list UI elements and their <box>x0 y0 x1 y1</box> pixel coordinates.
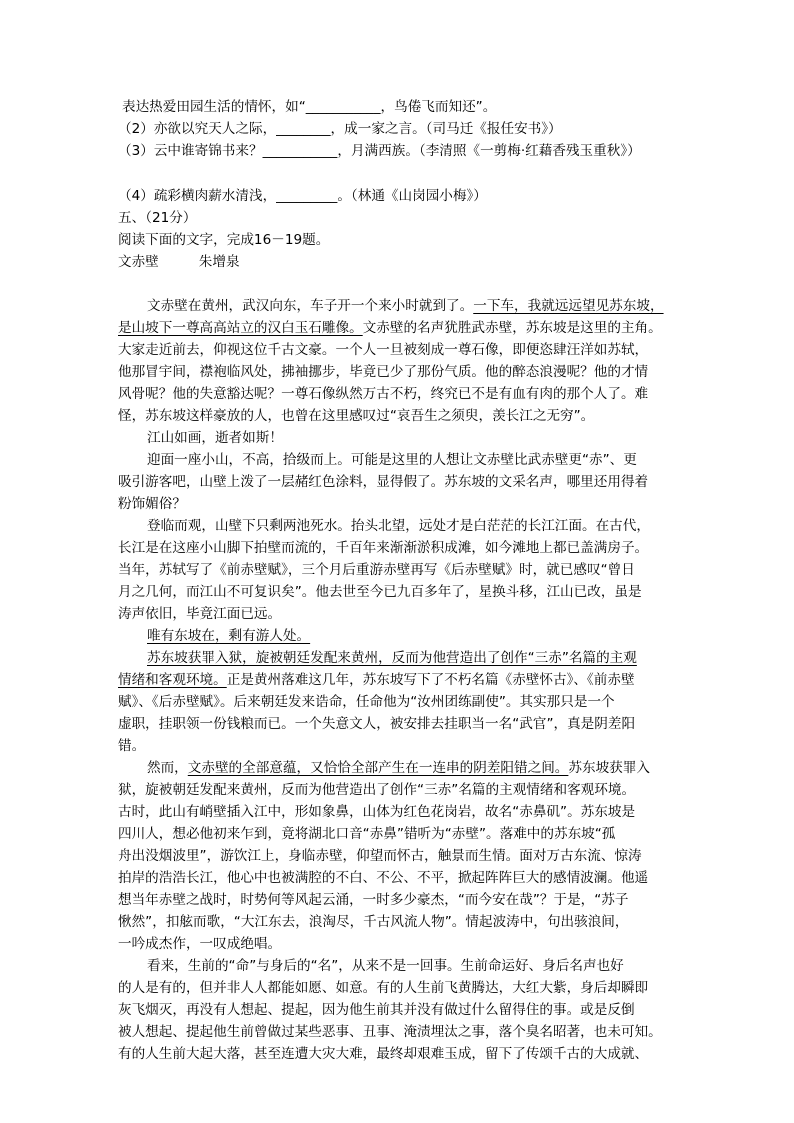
section-heading: 五、（21分） <box>118 210 197 226</box>
paragraph-line: 古时，此山有峭壁插入江中，形如象鼻，山体为红色花岗岩，故名“赤鼻矶”。苏东坡是 <box>118 804 636 820</box>
spacer <box>118 273 682 295</box>
paragraph-line <box>118 757 682 779</box>
paragraph-line: 四川人，想必他初来乍到，竟将湖北口音“赤鼻”错听为“赤壁”。落难中的苏东坡“孤 <box>118 826 616 842</box>
underlined-text: 苏东坡获罪入狱，旋被朝廷发配来黄州，反而为他营造出了创作“三赤”名篇的主观 <box>147 650 637 666</box>
paragraph-line: 愀然”，扣舷而歌，“大江东去，浪淘尽，千古风流人物”。情起波涛中，句出骇浪间， <box>118 914 629 930</box>
question-2: （2）亦欲以究天人之际，________，成一家之言。（司马迁《报任安书》） <box>118 121 562 137</box>
paragraph-line: 舟出没烟波里”，游饮江上，身临赤壁，仰望而怀古，触景而生情。面对万古东流、惊涛 <box>118 848 642 864</box>
underlined-text: 情绪和客观环境。 <box>118 672 227 688</box>
underlined-text: 唯有东坡在，剩有游人处。 <box>147 628 311 644</box>
paragraph-line: 吸引游客吧，山壁上泼了一层赭红色涂料，显得假了。苏东坡的文采名声，哪里还用得着 <box>118 474 649 490</box>
paragraph-line: 迎面一座小山，不高，拾级而上。可能是这里的人想让文赤壁比武赤壁更“赤”、更 <box>147 452 637 468</box>
paragraph-line: 虚职，挂职领一份钱粮而已。一个失意文人，被安排去挂职当一名“武官”，真是阴差阳 <box>118 716 636 732</box>
text-span: 文赤壁的名声犹胜武赤壁，苏东坡是这里的主角。 <box>362 320 662 336</box>
paragraph-line: 大家走近前去，仰视这位千古文豪。一个人一旦被刻成一尊石像，即便恣肆汪洋如苏轼， <box>118 342 649 358</box>
paragraph-line: 的人是有的，但并非人人都能如愿、如意。有的人生前飞黄腾达，大红大紫，身后却瞬即 <box>118 980 649 996</box>
question-3: （3）云中谁寄锦书来？___________，月满西族。（李清照《一剪梅·红藉香残玉重秋》） <box>118 143 641 159</box>
paragraph-line: 拍岸的浩浩长江，他心中也被满腔的不白、不公、不平，掀起阵阵巨大的感情波澜。他遥 <box>118 870 649 886</box>
paragraph-line: 狱，旋被朝廷发配来黄州，反而为他营造出了创作“三赤”名篇的主观情绪和客观环境。 <box>118 782 636 798</box>
paragraph-line: 怪，苏东坡这样豪放的人，也曾在这里感叹过“哀吾生之须臾，羡长江之无穷”。 <box>118 408 595 424</box>
paragraph-line <box>118 625 682 647</box>
paragraph-line: 看来，生前的“命”与身后的“名”，从来不是一回事。生前命运好、身后名声也好 <box>147 958 624 974</box>
paragraph-line: 有的人生前大起大落，甚至连遭大灾大难，最终却艰难玉成，留下了传颂千古的大成就、 <box>118 1046 649 1062</box>
paragraph-line: 当年，苏轼写了《前赤壁赋》，三个月后重游赤壁再写《后赤壁赋》时，就已感叹“曾日 <box>118 562 635 578</box>
paragraph-line <box>118 669 682 691</box>
text-span: 正是黄州落难这几年，苏东坡写下了不朽名篇《赤壁怀古》、《前赤壁 <box>226 672 635 688</box>
paragraph-line: 长江是在这座小山脚下拍壁而流的，千百年来渐渐淤积成滩，如今滩地上都已盖满房子。 <box>118 540 649 556</box>
article-author: 朱增泉 <box>198 254 240 270</box>
paragraph-line: 被人想起、提起他生前曾做过某些恶事、丑事、淹渍埋汰之事，落个臭名昭著，也未可知。 <box>118 1024 662 1040</box>
paragraph-line: 风骨呢？他的失意豁达呢？一尊石像纵然万古不朽，终究已不是有血有肉的那个人了。难 <box>118 386 649 402</box>
text-span: 文赤壁在黄州，武汉向东，车子开一个来小时就到了。 <box>147 298 474 314</box>
paragraph-line <box>118 647 682 669</box>
document-page <box>118 96 682 1065</box>
paragraph-line: 江山如画，逝者如斯！ <box>147 430 283 446</box>
article-title: 文赤壁 <box>118 254 159 270</box>
text-span: 然而， <box>147 760 188 776</box>
paragraph-line: 他那冒宇间，襟袍临风处，拂袖挪步，毕竟已少了那份气质。他的醉态浪漫呢？他的才情 <box>118 364 649 380</box>
paragraph-line: 错。 <box>118 738 146 754</box>
reading-instruction: 阅读下面的文字，完成16－19题。 <box>118 232 330 248</box>
paragraph-line: 涛声依旧，毕竟江面已远。 <box>118 606 282 622</box>
text-span: 苏东坡获罪入 <box>568 760 650 776</box>
underlined-text: 是山坡下一尊高高站立的汉白玉石雕像。 <box>118 320 363 336</box>
spacer <box>118 162 682 185</box>
paragraph-line: 一吟成杰作，一叹成绝唱。 <box>118 936 282 952</box>
article-title-line <box>118 251 682 273</box>
paragraph-line: 灰飞烟灭，再没有人想起、提起，因为他生前其并没有做过什么留得住的事。或是反倒 <box>118 1002 635 1018</box>
question-4: （4）疏彩横肉薪水清浅，_________。（林通《山岗园小梅》） <box>118 188 487 204</box>
paragraph-line <box>118 317 682 339</box>
paragraph-line: 粉饰媚俗？ <box>118 496 186 512</box>
underlined-text: 文赤壁的全部意蕴，又恰恰全部产生在一连串的阴差阳错之间。 <box>187 760 569 776</box>
paragraph-line: 想当年赤壁之战时，时势何等风起云涌，一时多少豪杰，“而今安在哉”？于是，“苏子 <box>118 892 629 908</box>
paragraph-line: 月之几何，而江山不可复识矣”。他去世至今已九百多年了，星换斗移，江山已改，虽是 <box>118 584 642 600</box>
paragraph-line: 赋》、《后赤壁赋》。后来朝廷发来诰命，任命他为“汝州团练副使”。其实那只是一个 <box>118 694 615 710</box>
underlined-text: 一下车，我就远远望见苏东坡， <box>473 298 664 314</box>
paragraph-line: 登临而观，山壁下只剩两池死水。抬头北望，远处才是白茫茫的长江江面。在古代， <box>147 518 650 534</box>
paragraph-line <box>118 295 682 317</box>
question-1-tail: 表达热爱田园生活的情怀，如“___________，鸟倦飞而知还”。 <box>122 99 497 115</box>
